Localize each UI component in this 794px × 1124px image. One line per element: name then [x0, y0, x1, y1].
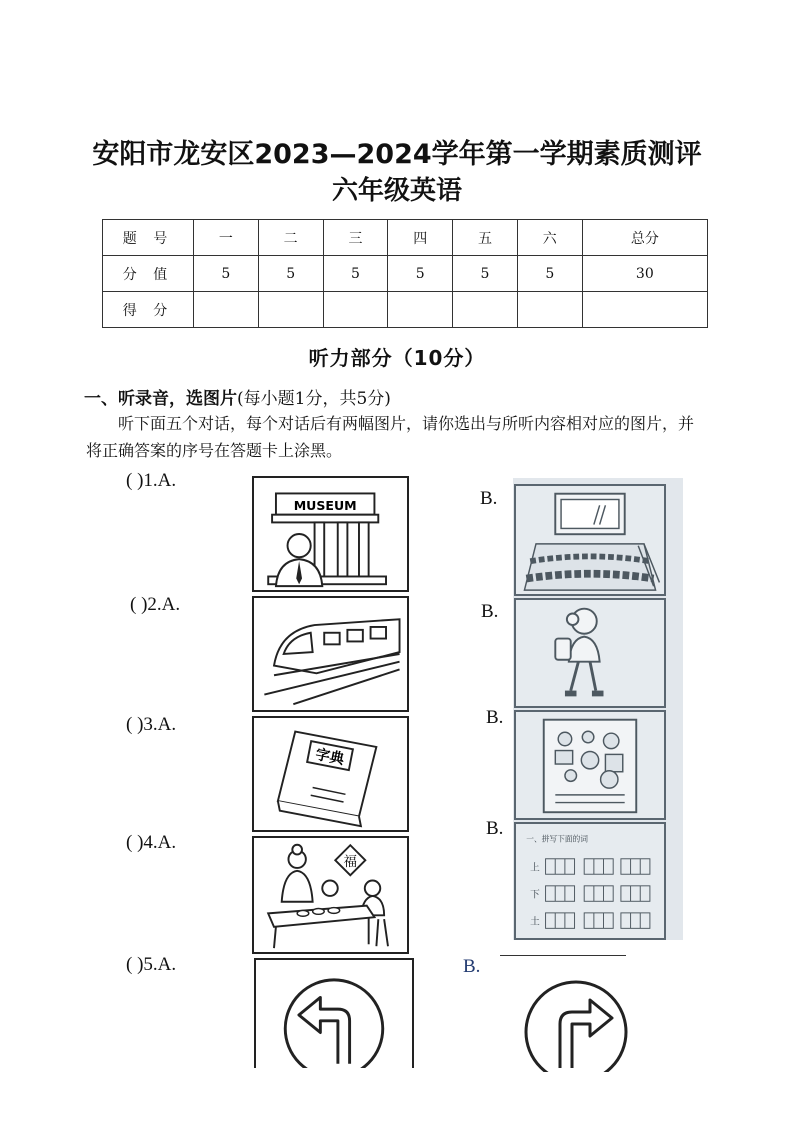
table-cell: 二: [258, 220, 323, 256]
museum-sign-text: MUSEUM: [293, 497, 357, 513]
worksheet-char-2: 下: [530, 889, 540, 901]
table-cell: 五: [453, 220, 518, 256]
exam-subtitle: 六年级英语: [331, 176, 462, 206]
dictionary-icon: [254, 718, 407, 830]
worksheet-char-3: 土: [530, 916, 540, 928]
train-icon: [254, 598, 407, 710]
table-cell: 30: [582, 256, 707, 292]
option-a-image-3[interactable]: [252, 716, 409, 832]
cinema-icon: [516, 486, 664, 594]
option-b-label-2: B.: [481, 601, 499, 622]
table-cell: 5: [258, 256, 323, 292]
walking-girl-icon: [516, 600, 664, 706]
table-cell: 5: [453, 256, 518, 292]
item-label-3: ( )3.A.: [126, 714, 177, 735]
table-cell: 5: [388, 256, 453, 292]
table-cell: 总分: [582, 220, 707, 256]
table-cell: 六: [517, 220, 582, 256]
museum-icon: [254, 478, 407, 590]
score-input-cell[interactable]: [258, 292, 323, 328]
poster-icon: [516, 712, 664, 818]
option-a-image-5[interactable]: [254, 958, 414, 1068]
score-input-cell[interactable]: [582, 292, 707, 328]
option-b-image-3[interactable]: [514, 710, 666, 820]
divider: [500, 955, 626, 956]
table-cell: 得 分: [103, 292, 194, 328]
item-label-4: ( )4.A.: [126, 832, 177, 853]
score-input-cell[interactable]: [323, 292, 388, 328]
question-note: (每小题1分，共5分): [237, 389, 391, 409]
table-cell: 题 号: [103, 220, 194, 256]
worksheet-char-1: 上: [530, 862, 540, 874]
option-b-label-1: B.: [480, 488, 498, 509]
option-b-image-2[interactable]: [514, 598, 666, 708]
item-label-5: ( )5.A.: [126, 954, 177, 975]
question-number: 一、: [84, 389, 118, 409]
turn-right-sign-icon: [504, 962, 654, 1072]
option-a-image-4[interactable]: [252, 836, 409, 954]
table-cell: 分 值: [103, 256, 194, 292]
dictionary-cover-text: 字典: [313, 746, 346, 769]
option-b-image-1[interactable]: [514, 484, 666, 596]
exam-title: 安阳市龙安区2023—2024学年第一学期素质测评: [92, 139, 702, 170]
item-label-1: ( )1.A.: [126, 470, 177, 491]
option-a-image-1[interactable]: [252, 476, 409, 592]
option-b-image-4[interactable]: [514, 822, 666, 940]
score-input-cell[interactable]: [453, 292, 518, 328]
table-cell: 5: [323, 256, 388, 292]
option-b-label-3: B.: [486, 707, 504, 728]
question-heading: 听录音，选图片: [118, 389, 237, 409]
table-cell: 四: [388, 220, 453, 256]
score-input-cell[interactable]: [194, 292, 259, 328]
option-b-image-5[interactable]: [504, 962, 654, 1072]
option-b-label-5: B.: [463, 956, 481, 977]
option-b-label-4: B.: [486, 818, 504, 839]
table-row: [103, 220, 708, 256]
question-title: [84, 384, 391, 409]
table-row: [103, 292, 708, 328]
score-input-cell[interactable]: [517, 292, 582, 328]
table-cell: 三: [323, 220, 388, 256]
table-row: [103, 256, 708, 292]
score-table: [102, 219, 708, 328]
option-a-image-2[interactable]: [252, 596, 409, 712]
score-input-cell[interactable]: [388, 292, 453, 328]
table-cell: 5: [517, 256, 582, 292]
worksheet-icon: [516, 824, 664, 938]
family-dumplings-icon: [254, 838, 407, 952]
table-cell: 5: [194, 256, 259, 292]
turn-left-sign-icon: [256, 960, 412, 1068]
item-label-2: ( )2.A.: [130, 594, 181, 615]
question-instruction: 听下面五个对话，每个对话后有两幅图片，请你选出与所听内容相对应的图片，并将正确答案的序号在答题卡上涂黑。: [86, 414, 695, 460]
table-cell: 一: [194, 220, 259, 256]
fu-character: 福: [343, 854, 358, 871]
worksheet-heading: 一、拼写下面的词: [526, 834, 589, 844]
section-title: 听力部分（10分）: [308, 346, 486, 370]
